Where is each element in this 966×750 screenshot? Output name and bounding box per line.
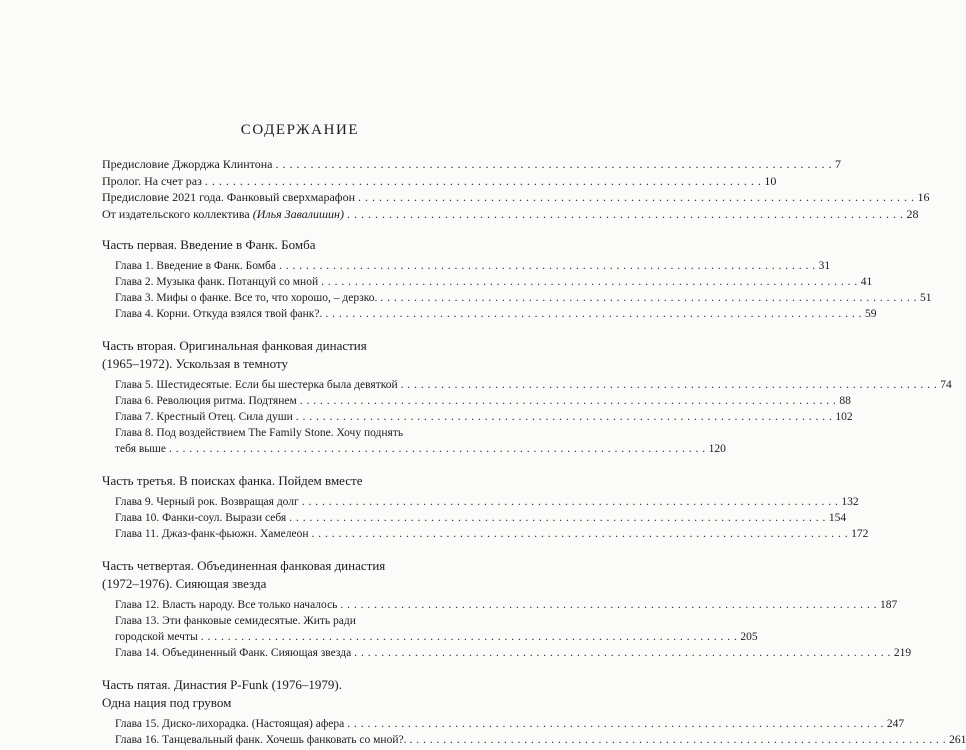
entry-page: 154 xyxy=(828,512,847,524)
entry-title: Глава 9. Черный рок. Возвращая долг xyxy=(115,496,299,508)
dot-leader xyxy=(300,393,837,409)
part-section xyxy=(102,676,966,748)
entry-title-text: От издательского коллектива xyxy=(102,206,253,221)
toc-entry[interactable] xyxy=(115,306,877,322)
entry-title: Глава 1. Введение в Фанк. Бомба xyxy=(115,260,276,272)
entry-title: Глава 5. Шестидесятые. Если бы шестерка была девяткой xyxy=(115,379,398,391)
toc-entry[interactable] xyxy=(102,173,777,190)
entry-title: Глава 7. Крестный Отец. Сила души xyxy=(115,411,293,423)
entry-title-continued: тебя выше xyxy=(115,443,166,455)
dot-leader xyxy=(340,597,877,613)
part-title-line: (1965–1972). Ускользая в темноту xyxy=(102,356,288,371)
front-matter-list xyxy=(102,156,930,222)
chapter-list xyxy=(102,716,966,748)
toc-entry[interactable] xyxy=(115,258,831,274)
toc-entry[interactable] xyxy=(115,393,851,409)
entry-page: 132 xyxy=(841,496,859,508)
dot-leader xyxy=(354,645,891,661)
entry-page: 7 xyxy=(835,157,842,171)
toc-entry[interactable] xyxy=(115,274,873,290)
entry-page: 41 xyxy=(860,276,873,288)
entry-page: 205 xyxy=(740,631,758,643)
entry-title: Глава 11. Джаз-фанк-фьюжн. Хамелеон xyxy=(115,528,309,540)
toc-entry[interactable] xyxy=(115,510,847,526)
dot-leader xyxy=(205,173,762,190)
entry-title: Глава 10. Фанки-соул. Вырази себя xyxy=(115,512,287,524)
part-title-line: Часть третья. В поисках фанка. Пойдем вместе xyxy=(102,473,363,488)
entry-page: 261 xyxy=(949,734,966,746)
entry-page: 10 xyxy=(764,173,777,188)
toc-entry[interactable] xyxy=(115,290,932,306)
entry-page: 51 xyxy=(920,292,932,304)
entry-title: Предисловие Джорджа Клинтона xyxy=(102,157,273,171)
entry-page: 219 xyxy=(893,647,912,659)
chapter-list xyxy=(102,258,932,322)
entry-title: Предисловие 2021 года. Фанковый сверхмарафон xyxy=(102,190,356,204)
dot-leader xyxy=(321,274,858,290)
part-title-line: Часть первая. Введение в Фанк. Бомба xyxy=(102,237,316,252)
part-title-line: Одна нация под грувом xyxy=(102,695,232,710)
entry-title: Глава 2. Музыка фанк. Потанцуй со мной xyxy=(115,276,319,288)
dot-leader xyxy=(279,258,816,274)
dot-leader xyxy=(289,510,826,526)
dot-leader xyxy=(312,526,849,542)
toc-entry[interactable] xyxy=(115,716,905,732)
table-of-contents xyxy=(102,156,966,748)
dot-leader xyxy=(201,629,738,645)
part-title-line: Часть пятая. Династия P-Funk (1976–1979). xyxy=(102,677,343,692)
part-section xyxy=(102,557,912,661)
entry-page: 187 xyxy=(880,599,898,611)
entry-page: 59 xyxy=(864,308,877,320)
entry-page: 88 xyxy=(839,395,851,407)
entry-title: Глава 6. Революция ритма. Подтянем xyxy=(115,395,297,407)
entry-title: Глава 12. Власть народу. Все только началось xyxy=(115,599,338,611)
part-title-line: Часть четвертая. Объединенная фанковая династия xyxy=(102,558,386,573)
entry-title: Пролог. На счет раз xyxy=(102,173,202,188)
entry-title-continued: городской мечты xyxy=(115,631,198,643)
dot-leader xyxy=(347,716,884,732)
entry-page: 74 xyxy=(940,379,952,391)
entry-title: Глава 8. Под воздействием The Family Stone. Хочу поднять xyxy=(115,427,404,439)
toc-entry[interactable] xyxy=(102,206,919,223)
dot-leader xyxy=(302,494,839,510)
dot-leader xyxy=(169,441,706,457)
part-section xyxy=(102,472,869,542)
toc-entry-multiline[interactable] xyxy=(115,613,758,645)
dot-leader xyxy=(409,732,946,748)
part-section xyxy=(102,236,932,322)
chapter-list xyxy=(102,597,912,661)
part-section xyxy=(102,337,952,457)
toc-entry[interactable] xyxy=(102,156,842,173)
page-title: СОДЕРЖАНИЕ xyxy=(240,122,360,138)
entry-title xyxy=(102,206,344,223)
dot-leader xyxy=(276,156,833,173)
entry-page: 31 xyxy=(818,260,831,272)
entry-title: Глава 15. Диско-лихорадка. (Настоящая) афера xyxy=(115,718,345,730)
part-title-line: Часть вторая. Оригинальная фанковая династия xyxy=(102,338,367,353)
dot-leader xyxy=(358,189,915,206)
toc-entry[interactable] xyxy=(115,732,966,748)
part-title xyxy=(102,557,457,593)
entry-title: Глава 4. Корни. Откуда взялся твой фанк?. xyxy=(115,308,323,320)
dot-leader xyxy=(401,377,938,393)
part-title xyxy=(102,472,457,490)
part-title xyxy=(102,676,457,712)
dot-leader xyxy=(347,206,904,223)
entry-author: (Илья Завалишин) xyxy=(252,206,344,221)
entry-title: Глава 14. Объединенный Фанк. Сияющая звезда xyxy=(115,647,352,659)
toc-entry[interactable] xyxy=(115,377,952,393)
entry-page: 16 xyxy=(917,190,930,204)
toc-entry[interactable] xyxy=(115,526,869,542)
toc-entry[interactable] xyxy=(115,597,898,613)
part-title xyxy=(102,236,457,254)
dot-leader xyxy=(380,290,917,306)
toc-entry[interactable] xyxy=(115,409,853,425)
entry-title: Глава 13. Эти фанковые семидесятые. Жить ради xyxy=(115,615,356,627)
entry-page: 102 xyxy=(835,411,853,423)
toc-entry[interactable] xyxy=(115,645,912,661)
dot-leader xyxy=(325,306,862,322)
toc-entry[interactable] xyxy=(102,189,930,206)
part-title xyxy=(102,337,457,373)
dot-leader xyxy=(296,409,833,425)
part-title-line: (1972–1976). Сияющая звезда xyxy=(102,576,267,591)
entry-page: 28 xyxy=(906,206,919,221)
entry-title: Глава 16. Танцевальный фанк. Хочешь фанковать со мной?. xyxy=(115,734,407,746)
toc-entry-multiline[interactable] xyxy=(115,425,726,457)
entry-title: Глава 3. Мифы о фанке. Все то, что хорошо, – дерзко. xyxy=(115,292,378,304)
entry-page: 172 xyxy=(851,528,869,540)
entry-page: 120 xyxy=(708,443,726,455)
toc-entry[interactable] xyxy=(115,494,859,510)
chapter-list xyxy=(102,377,952,457)
entry-page: 247 xyxy=(886,718,905,730)
chapter-list xyxy=(102,494,869,542)
